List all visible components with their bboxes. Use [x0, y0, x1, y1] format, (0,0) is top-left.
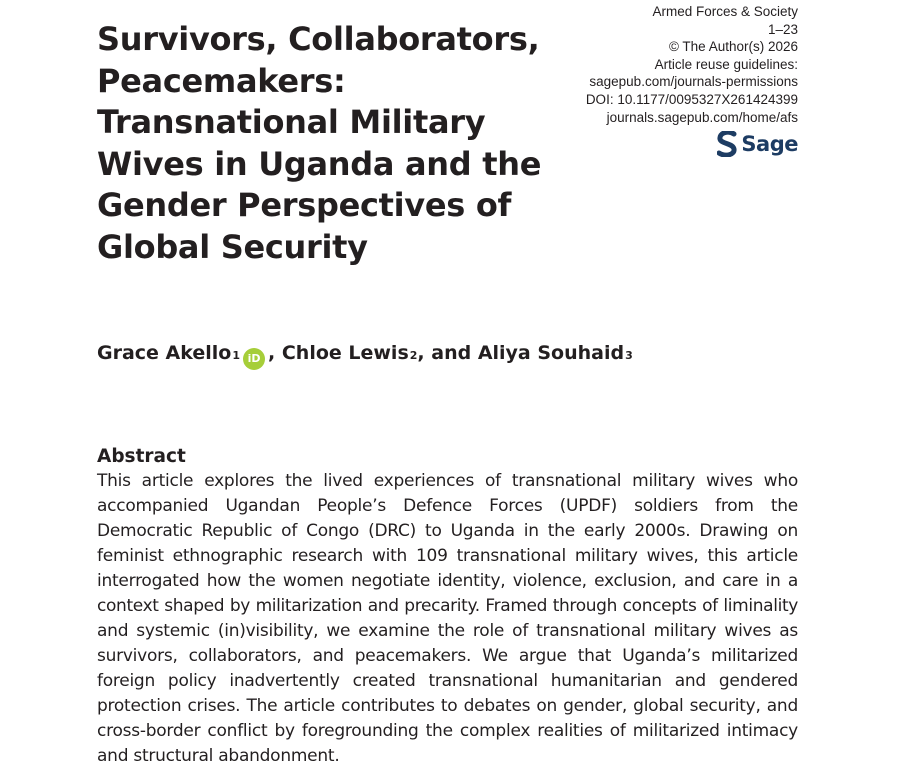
doi[interactable]: DOI: 10.1177/0095327X261424399: [585, 91, 798, 107]
abstract-line: and systemic (in)visibility, we examine the role of transnational military wives as: [97, 621, 798, 641]
title-line: Transnational Military: [97, 103, 486, 142]
abstract-line: survivors, collaborators, and peacemakers. We argue that Uganda’s militarized: [97, 646, 798, 666]
reuse-label: Article reuse guidelines:: [654, 56, 798, 72]
abstract-line: context shaped by militarization and precarity. Framed through concepts of liminality: [97, 596, 798, 616]
page-range: 1–23: [767, 21, 798, 37]
abstract-line: cross-border conflict by foregrounding the complex realities of militarized intimacy: [97, 721, 798, 741]
orcid-icon[interactable]: iD: [243, 348, 265, 370]
author-name: , Chloe Lewis: [268, 342, 409, 364]
journal-name: Armed Forces & Society: [652, 4, 798, 19]
affiliation-marker: 1: [232, 349, 241, 362]
affiliation-marker: 3: [625, 349, 633, 362]
title-line: Global Security: [97, 227, 368, 266]
abstract-line: and structural abandonment.: [97, 746, 340, 766]
abstract-line: interrogated how the women negotiate identity, violence, exclusion, and care in a: [97, 571, 798, 591]
copyright: © The Author(s) 2026: [668, 39, 798, 55]
abstract-line: foreign policy inadvertently created transnational humanitarian and gendered: [97, 671, 798, 691]
author-name: , and Aliya Souhaid: [417, 342, 625, 364]
abstract-line: feminist ethnographic research with 109 transnational military wives, this article: [97, 546, 798, 566]
journal-home-link[interactable]: journals.sagepub.com/home/afs: [606, 109, 798, 125]
title-line: Peacemakers:: [97, 61, 346, 100]
abstract-heading: Abstract: [97, 446, 186, 467]
author-list: [97, 342, 633, 367]
permissions-link[interactable]: sagepub.com/journals-permissions: [589, 74, 798, 90]
abstract-line: protection crises. The article contributes to debates on gender, global security, and: [97, 696, 798, 716]
title-line: Wives in Uganda and the: [97, 144, 542, 183]
abstract-line: accompanied Ugandan People’s Defence Forces (UPDF) soldiers from the: [97, 496, 798, 516]
journal-metadata: [586, 3, 798, 126]
sage-s-icon: [717, 131, 737, 157]
author-name: Grace Akello: [97, 342, 232, 364]
abstract-body: [97, 469, 798, 769]
article-title: [97, 19, 577, 269]
abstract-line: Democratic Republic of Congo (DRC) to Uganda in the early 2000s. Drawing on: [97, 521, 798, 541]
publisher-logo-text: Sage: [741, 132, 798, 156]
abstract-line: This article explores the lived experiences of transnational military wives who: [97, 471, 798, 491]
title-line: Gender Perspectives of: [97, 186, 512, 225]
publisher-logo: [717, 131, 798, 157]
affiliation-marker: 2: [409, 349, 418, 362]
title-line: Survivors, Collaborators,: [97, 20, 540, 58]
